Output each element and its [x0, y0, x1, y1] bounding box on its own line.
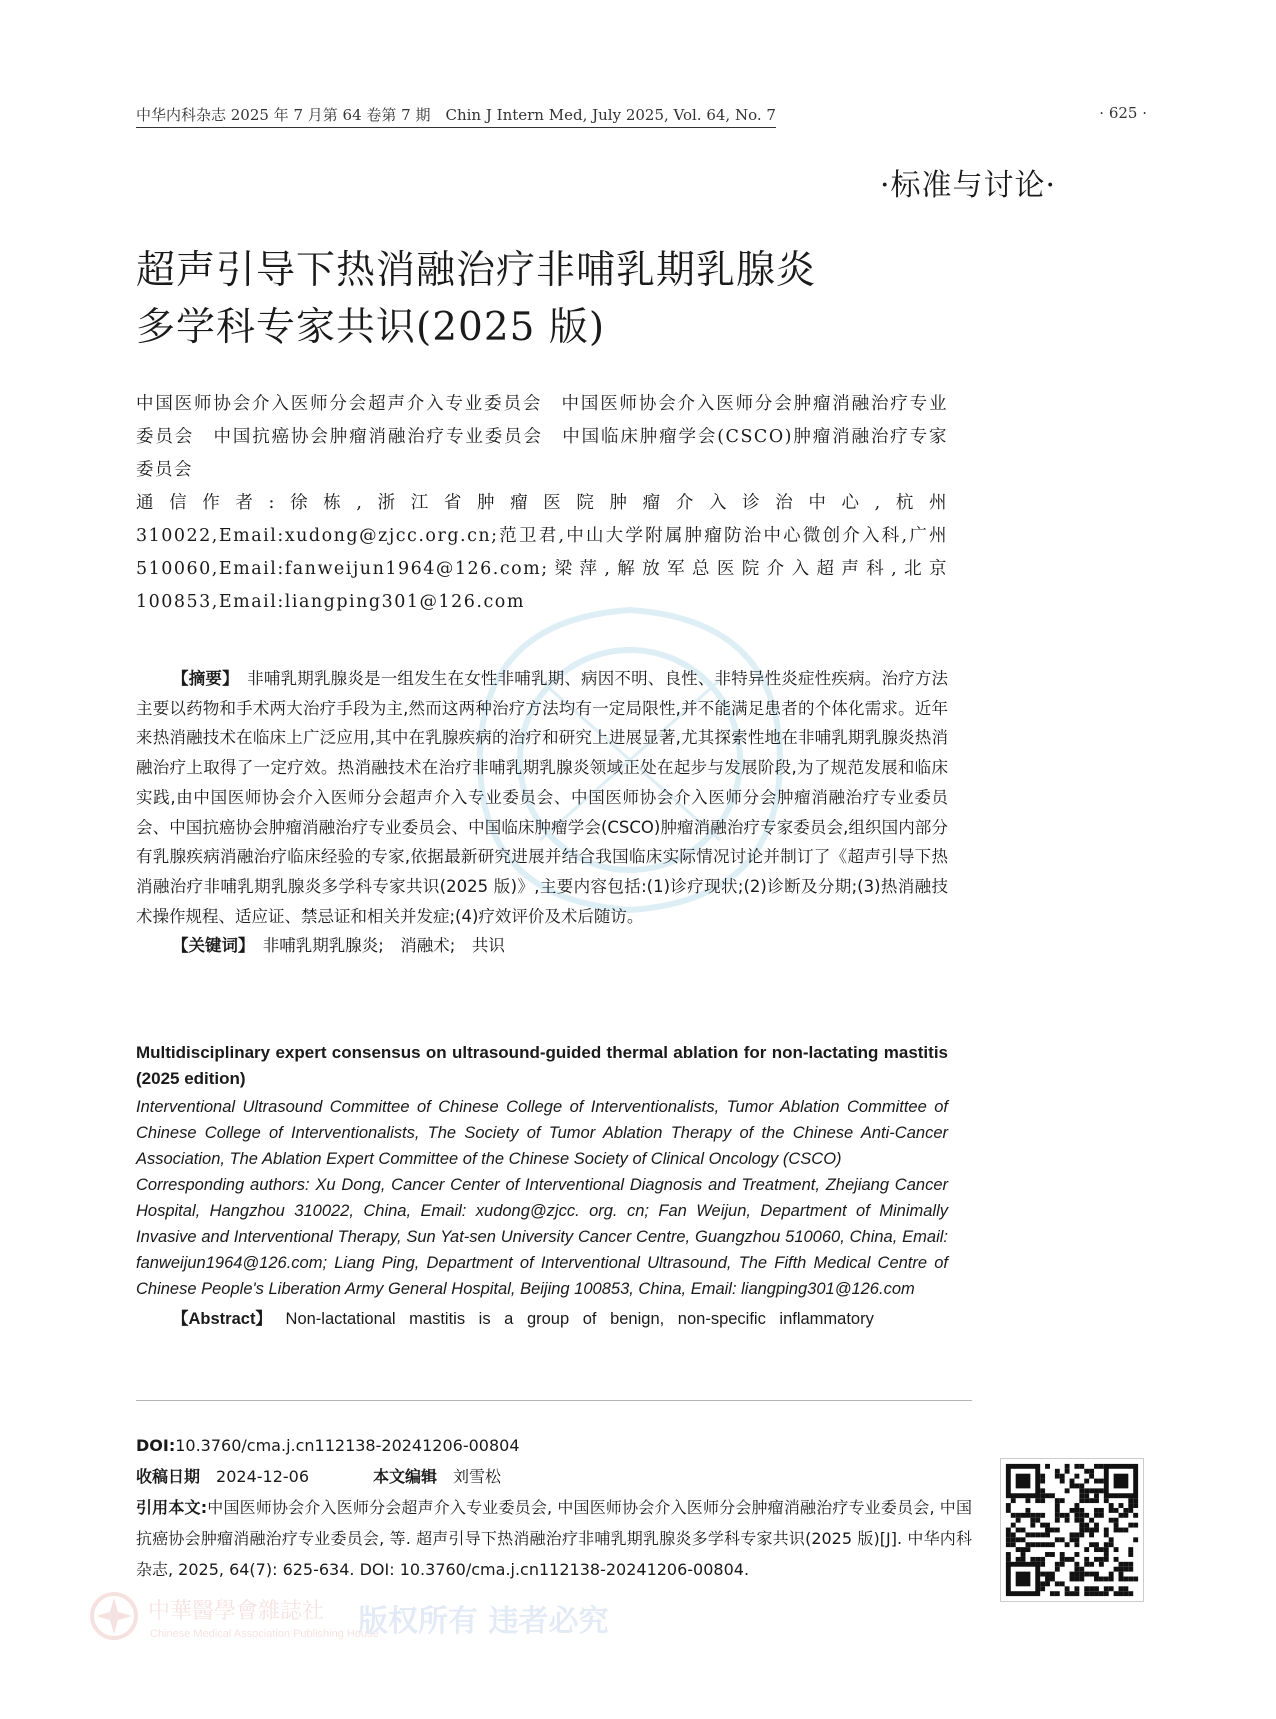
english-abstract-text: Non-lactational mastitis is a group of benign, non-specific inflammatory — [285, 1310, 874, 1328]
publisher-rights: 版权所有 违者必究 — [358, 1604, 609, 1639]
corresponding-authors-cn: 通信作者:徐栋,浙江省肿瘤医院肿瘤介入诊治中心,杭州 310022,Email:xudong@zjcc.org.cn;范卫君,中山大学附属肿瘤防治中心微创介入科,广州 510060,Email:fanweijun1964@126.com;梁萍,解放军总医院介入超声科,北京 100853,Email:liangping301@126.com — [136, 493, 948, 612]
editor-name: 刘雪松 — [453, 1467, 502, 1486]
english-affiliations: Interventional Ultrasound Committee of Chinese College of Interventionalists, Tumor Ablation Committee of Chinese College of Interventionalists, The Society of Tumor Ablation Therapy of the Chinese Anti-Cancer Association, The Ablation Expert Committee of the Chinese Society of Clinical Oncology (CSCO) — [136, 1098, 948, 1168]
english-abstract — [136, 1306, 948, 1332]
publisher-name-cn: 中華醫學會雜誌社 — [148, 1599, 325, 1624]
title-line-2: 多学科专家共识(2025 版) — [136, 305, 606, 350]
received-line — [136, 1461, 972, 1492]
abstract-cn — [136, 664, 948, 961]
publisher-name-en: Chinese Medical Association Publishing House — [150, 1628, 379, 1640]
english-title: Multidisciplinary expert consensus on ultrasound-guided thermal ablation for non-lactating mastitis (2025 edition) — [136, 1043, 948, 1088]
page-number: · 625 · — [1099, 104, 1147, 122]
english-block — [136, 1040, 948, 1332]
citation-text: 中国医师协会介入医师分会超声介入专业委员会, 中国医师协会介入医师分会肿瘤消融治疗专业委员会, 中国抗癌协会肿瘤消融治疗专业委员会, 等. 超声引导下热消融治疗非哺乳期乳腺炎多学科专家共识(2025 版)[J]. 中华内科杂志, 2025, 64(7): 625-634. DOI: 10.3760/cma.j.cn112138-20241206-00804. — [136, 1498, 972, 1579]
keywords-cn — [136, 931, 948, 961]
citation-label: 引用本文: — [136, 1498, 208, 1517]
doi-line — [136, 1430, 972, 1461]
editor-label: 本文编辑 — [373, 1467, 438, 1486]
english-corresponding: Corresponding authors: Xu Dong, Cancer Center of Interventional Diagnosis and Treatment, Zhejiang Cancer Hospital, Hangzhou 310022, China, Email: xudong@zjcc. org. cn; Fan Weijun, Department of Minimally Invasive and Interventional Therapy, Sun Yat-sen University Cancer Centre, Guangzhou 510060, China, Email: fanweijun1964@126.com; Liang Ping, Department of Interventional Ultrasound, The Fifth Medical Centre of Chinese People's Liberation Army General Hospital, Beijing 100853, China, Email: liangping301@126.com — [136, 1176, 948, 1298]
author-organizations: 中国医师协会介入医师分会超声介入专业委员会 中国医师协会介入医师分会肿瘤消融治疗专业委员会 中国抗癌协会肿瘤消融治疗专业委员会 中国临床肿瘤学会(CSCO)肿瘤消融治疗专家委员会 — [136, 394, 948, 480]
section-tag: ·标准与讨论· — [880, 168, 1057, 203]
publisher-logo-icon — [88, 1590, 140, 1642]
footer-divider — [136, 1400, 972, 1401]
abstract-cn-text: 非哺乳期乳腺炎是一组发生在女性非哺乳期、病因不明、良性、非特异性炎症性疾病。治疗方法主要以药物和手术两大治疗手段为主,然而这两种治疗方法均有一定局限性,并不能满足患者的个体化需求。近年来热消融技术在临床上广泛应用,其中在乳腺疾病的治疗和研究上进展显著,尤其探索性地在非哺乳期乳腺炎热消融治疗上取得了一定疗效。热消融技术在治疗非哺乳期乳腺炎领域正处在起步与发展阶段,为了规范发展和临床实践,由中国医师协会介入医师分会超声介入专业委员会、中国医师协会介入医师分会肿瘤消融治疗专业委员会、中国抗癌协会肿瘤消融治疗专业委员会、中国临床肿瘤学会(CSCO)肿瘤消融治疗专家委员会,组织国内部分有乳腺疾病消融治疗临床经验的专家,依据最新研究进展并结合我国临床实际情况讨论并制订了《超声引导下热消融治疗非哺乳期乳腺炎多学科专家共识(2025 版)》,主要内容包括:(1)诊疗现状;(2)诊断及分期;(3)热消融技术操作规程、适应证、禁忌证和相关并发症;(4)疗效评价及术后随访。 — [136, 669, 949, 926]
doi-value: 10.3760/cma.j.cn112138-20241206-00804 — [175, 1436, 520, 1455]
author-block — [136, 388, 948, 619]
abstract-cn-label: 【摘要】 — [172, 669, 231, 688]
keywords-cn-label: 【关键词】 — [172, 936, 247, 956]
received-label: 收稿日期 — [136, 1467, 201, 1486]
received-date: 2024-12-06 — [216, 1467, 310, 1486]
doi-label: DOI: — [136, 1436, 176, 1455]
abstract-cn-paragraph — [136, 664, 948, 931]
article-footer — [136, 1430, 972, 1585]
article-title — [136, 242, 936, 356]
keywords-cn-text: 非哺乳期乳腺炎; 消融术; 共识 — [262, 936, 505, 956]
publisher-watermark — [88, 1590, 608, 1654]
qr-code-icon[interactable] — [1000, 1458, 1144, 1602]
citation — [136, 1492, 972, 1585]
running-head: 中华内科杂志 2025 年 7 月第 64 卷第 7 期 Chin J Intern Med, July 2025, Vol. 64, No. 7 — [136, 104, 776, 128]
page-header — [136, 104, 1147, 128]
title-line-1: 超声引导下热消融治疗非哺乳期乳腺炎 — [136, 248, 817, 293]
english-abstract-label: 【Abstract】 — [172, 1310, 272, 1328]
